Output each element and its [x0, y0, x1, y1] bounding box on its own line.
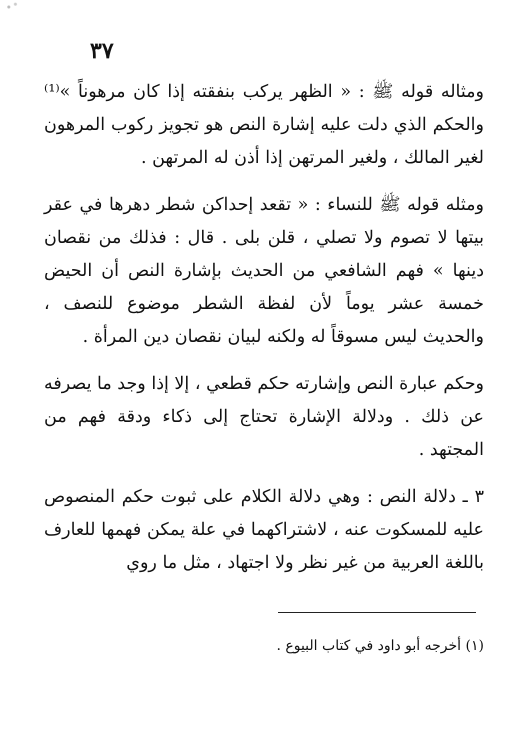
body-text [44, 76, 484, 580]
page-number: ٣٧ [90, 38, 114, 64]
scan-speck [0, 0, 22, 14]
footnote: (١) أخرجه أبو داود في كتاب البيوع . [276, 638, 484, 654]
paragraph-marhun-example: ومثاله قوله ﷺ : « الظهر يركب بنفقته إذا كان مرهوناً »⁽¹⁾ والحكم الذي دلت عليه إشارة النص هو تجويز ركوب المرهون لغير المالك ، ولغير المرتهن إذا أذن له المرتهن . [44, 82, 484, 168]
paragraph-ruling: وحكم عبارة النص وإشارته حكم قطعي ، إلا إذا وجد ما يصرفه عن ذلك . ودلالة الإشارة تحتاج إلى ذكاء ودقة فهم من المجتهد . [44, 374, 484, 460]
paragraph-dalalat-al-nass: ٣ ـ دلالة النص : وهي دلالة الكلام على ثبوت حكم المنصوص عليه للمسكوت عنه ، لاشتراكهما في علة يمكن فهمها للعارف باللغة العربية من غير نظر ولا اجتهاد ، مثل ما روي [44, 487, 484, 573]
footnote-divider [278, 612, 476, 613]
paragraph-women-hadith: ومثله قوله ﷺ للنساء : « تقعد إحداكن شطر دهرها في عقر بيتها لا تصوم ولا تصلي ، قلن بلى . قال : فذلك من نقصان دينها » فهم الشافعي من الحديث بإشارة النص أن الحيض خمسة عشر يوماً لأن لفظة الشطر موضوع للنصف ، والحديث ليس مسوقاً له ولكنه لبيان نقصان دين المرأة . [44, 195, 484, 347]
